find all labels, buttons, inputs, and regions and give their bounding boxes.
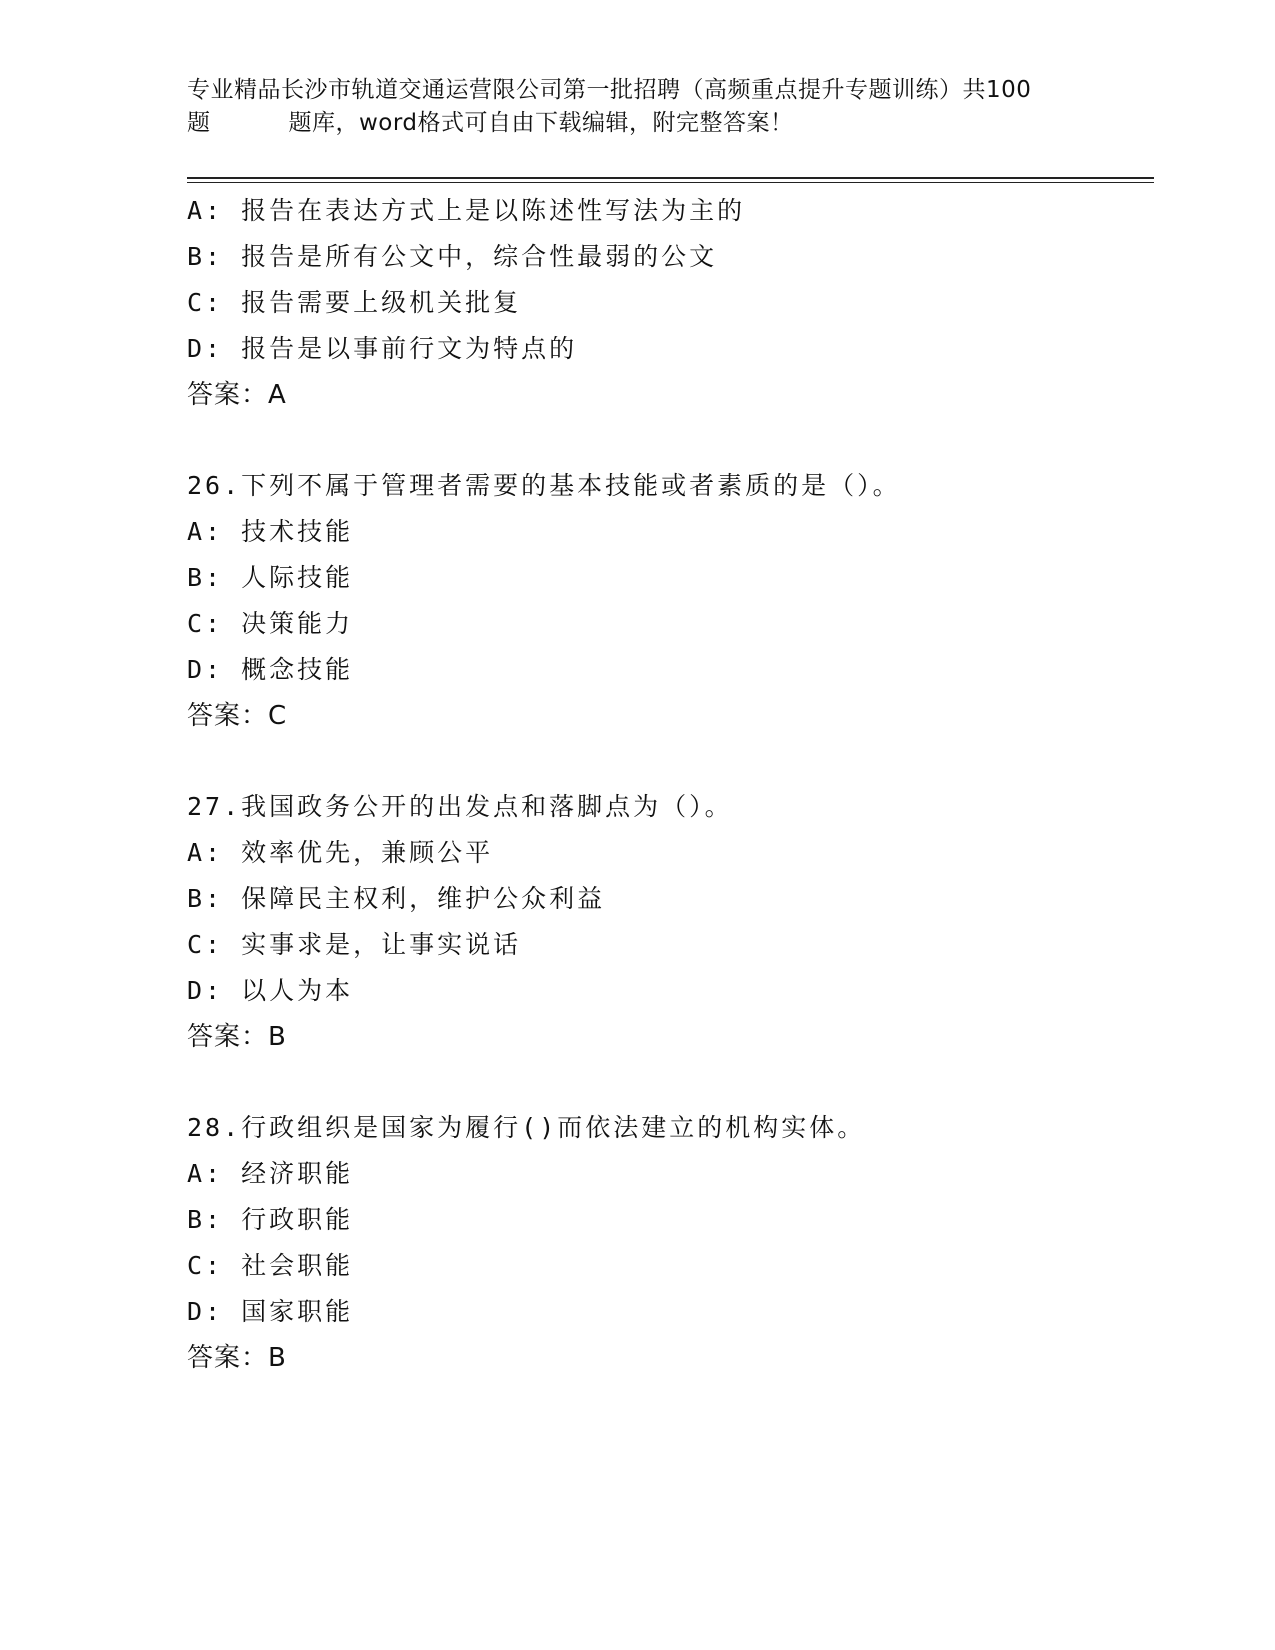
question-text: 27.我国政务公开的出发点和落脚点为（）。 <box>187 792 733 821</box>
option-c: C: 社会职能 <box>187 1251 354 1280</box>
option-a: A: 经济职能 <box>187 1159 354 1188</box>
option-c: C: 决策能力 <box>187 609 354 638</box>
option-a: A: 效率优先，兼顾公平 <box>187 838 494 867</box>
header-title-line-2 <box>187 107 1087 140</box>
question-spacer <box>187 1060 1147 1105</box>
question-27 <box>187 784 1147 1060</box>
header-gap <box>211 107 289 140</box>
option-b: B: 报告是所有公文中，综合性最弱的公文 <box>187 242 718 271</box>
option-d: D: 概念技能 <box>187 655 354 684</box>
question-spacer <box>187 739 1147 784</box>
option-c: C: 报告需要上级机关批复 <box>187 288 522 317</box>
header-title-fragment: 题库，word格式可自由下载编辑，附完整答案！ <box>288 110 794 136</box>
option-d: D: 以人为本 <box>187 976 354 1005</box>
document-header <box>187 74 1087 140</box>
header-divider-thin <box>187 182 1154 183</box>
question-spacer <box>187 418 1147 463</box>
option-b: B: 保障民主权利，维护公众利益 <box>187 884 606 913</box>
header-title-line-1: 专业精品长沙市轨道交通运营限公司第一批招聘（高频重点提升专题训练）共100 <box>187 77 1032 103</box>
option-d: D: 报告是以事前行文为特点的 <box>187 334 578 363</box>
option-b: B: 行政职能 <box>187 1205 354 1234</box>
header-title-fragment: 题 <box>187 110 211 136</box>
question-28 <box>187 1105 1147 1381</box>
question-text: 26.下列不属于管理者需要的基本技能或者素质的是（）。 <box>187 471 901 500</box>
option-a: A: 报告在表达方式上是以陈述性写法为主的 <box>187 196 746 225</box>
answer-line: 答案：B <box>187 1343 287 1373</box>
question-25 <box>187 188 1147 418</box>
answer-line: 答案：C <box>187 701 288 731</box>
option-b: B: 人际技能 <box>187 563 354 592</box>
question-list <box>187 188 1147 1381</box>
option-a: A: 技术技能 <box>187 517 354 546</box>
answer-line: 答案：A <box>187 380 287 410</box>
option-c: C: 实事求是，让事实说话 <box>187 930 522 959</box>
option-d: D: 国家职能 <box>187 1297 354 1326</box>
answer-line: 答案：B <box>187 1022 287 1052</box>
header-divider-thick <box>187 177 1154 179</box>
question-text: 28.行政组织是国家为履行()而依法建立的机构实体。 <box>187 1113 866 1142</box>
question-26 <box>187 463 1147 739</box>
